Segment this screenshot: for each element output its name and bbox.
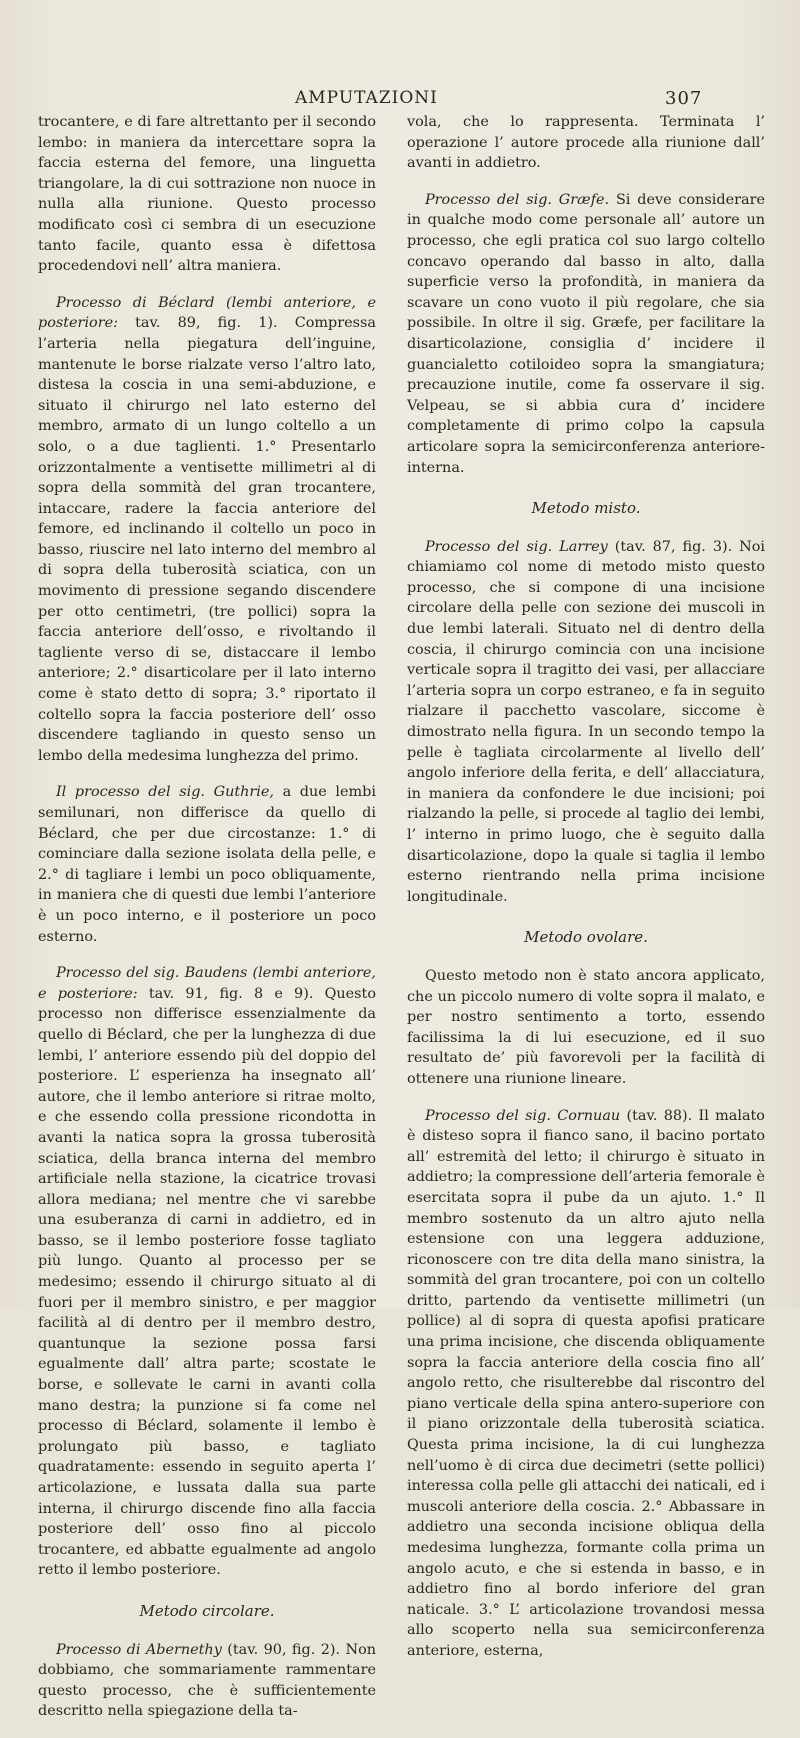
left-column <box>38 112 376 1738</box>
paragraph-body: (tav. 87, fig. 3). Noi chiamiamo col nome di metodo misto questo processo, che si compone di una incisione circolare della pelle con sezione dei muscoli in due lembi laterali. Situato nel di dentro della coscia, il chirurgo comincia con una incisione verticale sopra il tragitto dei vasi, per allacciare l’arteria sopra un corpo estraneo, e fa in seguito rialzare il pacchetto vascolare, siccome è dimostrato nella figura. In un secondo tempo la pelle è tagliata circolarmente al livello dell’ angolo inferiore della ferita, e dell’ allacciatura, in maniera da confondere le due incisioni; poi rialzando la pelle, si procede al taglio dei lembi, l’ interno in primo luogo, che è seguito dalla disarticolazione, dopo la quale si taglia il lembo esterno rientrando nella prima incisione longitudinale. <box>407 538 765 905</box>
paragraph <box>407 537 765 908</box>
paragraph: vola, che lo rappresenta. Terminata l’ operazione l’ autore procede alla riunione dall’ avanti in addietro. <box>407 114 765 172</box>
running-title: AMPUTAZIONI <box>295 88 438 108</box>
paragraph <box>38 293 376 767</box>
paragraph <box>38 963 376 1581</box>
process-heading: Processo di Abernethy <box>56 1641 222 1658</box>
paragraph-body: (tav. 90, fig. 2). Non dobbiamo, che sommariamente rammentare questo processo, che è sufficientemente descritto nella spiegazione della ta- <box>38 1641 377 1720</box>
process-heading: Processo del sig. Græfe. <box>425 191 610 208</box>
section-heading: Metodo misto. <box>531 499 641 518</box>
section-heading: Metodo ovolare. <box>524 928 648 947</box>
paragraph-body: tav. 91, fig. 8 e 9). Questo processo non differisce essenzialmente da quello di Béclard, che per la lunghezza di due lembi, l’ anteriore essendo più del doppio del posteriore. L’ esperienza ha insegnato all’ autore, che il lembo anteriore si ritrae molto, e che essendo colla pressione ricondotta in avanti la natica sopra la grossa tuberosità sciatica, della branca interna del membro artificiale nella stazione, la cicatrice trovasi allora mediana; nel mentre che vi sarebbe una esuberanza di carni in addietro, ed in basso, se il lembo posteriore fosse tagliato più lungo. Quanto al processo per se medesimo; essendo il chirurgo situato al di fuori per il membro sinistro, e per maggior facilità al di dentro per il membro destro, quantunque la sezione possa farsi egualmente dall’ altra parte; scostate le borse, e sollevate le carni in avanti colla mano destra; la punzione si fa come nel processo di Béclard, solamente il lembo è prolungato più basso, e tagliato quadratamente: essendo in seguito aperta l’ articolazione, e lussata dalla sua parte interna, il chirurgo discende fino alla faccia posteriore dell’ osso fino al piccolo trocantere, ed abbatte egualmente ad angolo retto il lembo posteriore. <box>38 985 376 1579</box>
page-number: 307 <box>665 88 703 109</box>
process-heading: Processo del sig. Larrey <box>425 538 608 555</box>
paragraph-body: (tav. 88). Il malato è disteso sopra il fianco sano, il bacino portato all’ estremità del letto; il chirurgo è situato in addietro; la compressione dell’arteria femorale è esercitata sopra il pube da un ajuto. 1.° Il membro sostenuto da un altro ajuto nella estensione con una leggera adduzione, riconoscere con tre dita della mano sinistra, la sommità del gran trocantere, poi con un coltello dritto, partendo da ventisette millimetri (un pollice) al di sopra di questa apofisi praticare una prima incisione, che discenda obliquamente sopra la faccia anteriore della coscia fino all’ angolo retto, che risulterebbe dal riscontro del piano verticale della spina antero-superiore con il piano orizzontale della tuberosità sciatica. Questa prima incisione, la di cui lunghezza nell’uomo è di circa due decimetri (sette pollici) interessa colla pelle gli attacchi dei naticali, ed i muscoli anteriore della coscia. 2.° Abbassare in addietro una seconda incisione obliqua della medesima lunghezza, formante colla prima un angolo acuto, e che si estenda in basso, e in addietro fino al bordo inferiore del gran naticale. 3.° L’ articolazione trovandosi messa allo scoperto nella sua semicirconferenza anteriore, esterna, <box>407 1107 765 1659</box>
paragraph-body: a due lembi semilunari, non differisce da quello di Béclard, che per due circostanze: 1.° di cominciare dalla sezione isolata della pelle, e 2.° di tagliare i lembi un poco obliquamente, in maniera che di questi due lembi l’anteriore è un poco interno, e il posteriore un poco esterno. <box>38 784 376 945</box>
paragraph <box>38 1640 376 1722</box>
process-heading: Processo del sig. Cornuau <box>425 1107 621 1124</box>
process-heading: Processo del sig. Baudens (lembi anteriore, e posteriore: <box>38 965 376 1002</box>
paragraph-body: Si deve considerare in qualche modo come personale all’ autore un processo, che egli pratica col suo largo coltello concavo operando dal basso in alto, dalla superficie verso la profondità, in maniera da scavare un cono vuoto il più regolare, che sia possibile. In oltre il sig. Græfe, per facilitare la disarticolazione, consiglia d’ incidere il guancialetto cotiloideo sopra la smangiatura; precauzione inutile, come fa osservare il sig. Velpeau, se si abbia cura d’ incidere completamente di primo colpo la capsula articolare sopra la semicirconferenza anteriore-interna. <box>407 191 765 476</box>
section-heading: Metodo circolare. <box>139 1601 275 1620</box>
paragraph: trocantere, e di fare altrettanto per il secondo lembo: in maniera da intercettare sopra la faccia esterna del femore, una linguetta triangolare, la di cui sottrazione non nuoce in nulla alla riunione. Questo processo modificato così ci sembra di un esecuzione tanto facile, quanto essa è difettosa procedendovi nell’ altra maniera. <box>38 114 376 275</box>
right-column <box>407 112 765 1678</box>
paragraph <box>407 190 765 478</box>
paragraph <box>407 1106 765 1662</box>
process-heading: Processo di Béclard (lembi anteriore, e posteriore: <box>38 294 376 332</box>
paragraph: Questo metodo non è stato ancora applicato, che un piccolo numero di volte sopra il malato, e per nostro sentimento a torto, essendo facilissima la di lui esecuzione, ed il suo resultato de’ più favorevoli per la facilità di ottenere una riunione lineare. <box>407 967 765 1087</box>
process-heading: Il processo del sig. Guthrie, <box>56 784 274 801</box>
paragraph <box>38 782 376 947</box>
paragraph-body: tav. 89, fig. 1). Compressa l’arteria nella piegatura dell’inguine, mantenute le borse rialzate verso l’altro lato, distesa la coscia in una semi-abduzione, e situato il chirurgo nel lato esterno del membro, armato di un lungo coltello a un solo, o a due taglienti. 1.° Presentarlo orizzontalmente a ventisette millimetri al di sopra della sommità del gran trocantere, intaccare, radere la faccia anteriore del femore, ed inclinando il coltello un poco in basso, riuscire nel lato interno del membro al di sopra della tuberosità sciatica, con un movimento di pressione segando discendere per otto centimetri, (tre pollici) sopra la faccia anteriore dell’osso, e rivoltando il tagliente verso di se, distaccare il lembo anteriore; 2.° disarticolare per il lato interno come è stato detto di sopra; 3.° riportato il coltello sopra la faccia posteriore dell’ osso discendere tagliando in questo senso un lembo della medesima lunghezza del primo. <box>38 315 376 764</box>
